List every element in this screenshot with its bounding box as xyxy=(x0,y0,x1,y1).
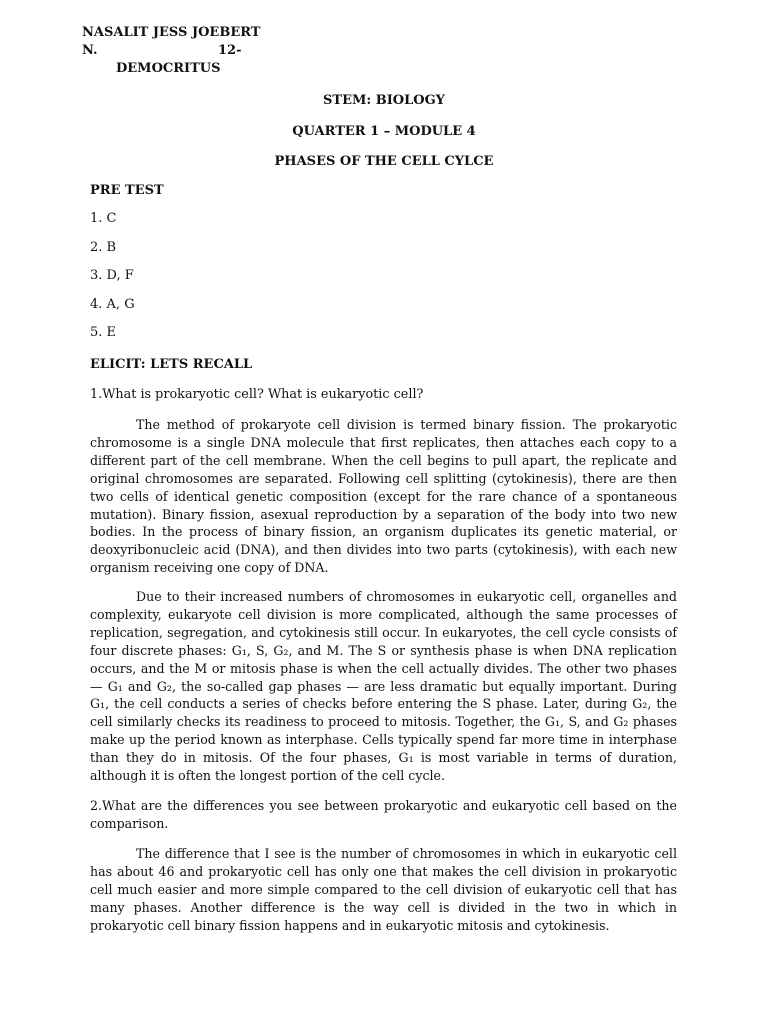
answer-paragraph-1: The method of prokaryote cell division is termed binary fission. The prokaryotic chromosome is a single DNA molecule that first replicates, then attaches each copy to a different part of the cell membrane. When the cell begins to pull apart, the replicate and original chromosomes are separated. Following cell splitting (cytokinesis), there are then two cells of identical genetic composition (except for the rare chance of a spontaneous mutation). Binary fission, asexual reproduction by a separation of the body into two new bodies. In the process of binary fission, an organism duplicates its genetic material, or deoxyribonucleic acid (DNA), and then divides into two parts (cytokinesis), with each new organism receiving one copy of DNA. xyxy=(90,417,677,576)
grade-level: 12- xyxy=(218,43,242,58)
subject-title: STEM: BIOLOGY xyxy=(323,93,445,108)
pretest-answer: 4. A, G xyxy=(90,297,135,312)
elicit-heading: ELICIT: LETS RECALL xyxy=(90,357,253,372)
pretest-answer: 3. D, F xyxy=(90,268,134,283)
module-title: QUARTER 1 – MODULE 4 xyxy=(292,124,476,139)
pretest-answer: 5. E xyxy=(90,325,117,340)
answer-paragraph-2: Due to their increased numbers of chromosomes in eukaryotic cell, organelles and complexity, eukaryote cell division is more complicated, although the same processes of replication, segregation, and cytokinesis still occur. In eukaryotes, the cell cycle consists of four discrete phases: G₁, S, G₂, and M. The S or synthesis phase is when DNA replication occurs, and the M or mitosis phase is when the cell actually divides. The other two phases — G₁ and G₂, the so-called gap phases — are less dramatic but equally important. During G₁, the cell conducts a series of checks before entering the S phase. Later, during G₂, the cell similarly checks its readiness to proceed to mitosis. Together, the G₁, S, and G₂ phases make up the period known as interphase. Cells typically spend far more time in interphase than they do in mitosis. Of the four phases, G₁ is most variable in terms of duration, although it is often the longest portion of the cell cycle. xyxy=(90,589,677,784)
topic-title: PHASES OF THE CELL CYLCE xyxy=(274,154,494,169)
answer-paragraph-3: The difference that I see is the number of chromosomes in which in eukaryotic cell has about 46 and prokaryotic cell has only one that makes the cell division in prokaryotic cell much easier and more simple compared to the cell division of eukaryotic cell that has many phases. Another difference is the way cell is divided in the two in which in prokaryotic cell binary fission happens and in eukaryotic mitosis and cytokinesis. xyxy=(90,846,677,933)
pretest-heading: PRE TEST xyxy=(90,183,164,198)
section-name: DEMOCRITUS xyxy=(116,61,221,76)
question-1: 1.What is prokaryotic cell? What is eukaryotic cell? xyxy=(90,387,424,402)
question-2: 2.What are the differences you see between prokaryotic and eukaryotic cell based on the comparison. xyxy=(90,798,677,831)
pretest-answer: 1. C xyxy=(90,211,117,226)
pretest-answer: 2. B xyxy=(90,240,117,255)
student-name: NASALIT JESS JOEBERT xyxy=(82,25,261,40)
student-name-initial: N. xyxy=(82,43,98,58)
